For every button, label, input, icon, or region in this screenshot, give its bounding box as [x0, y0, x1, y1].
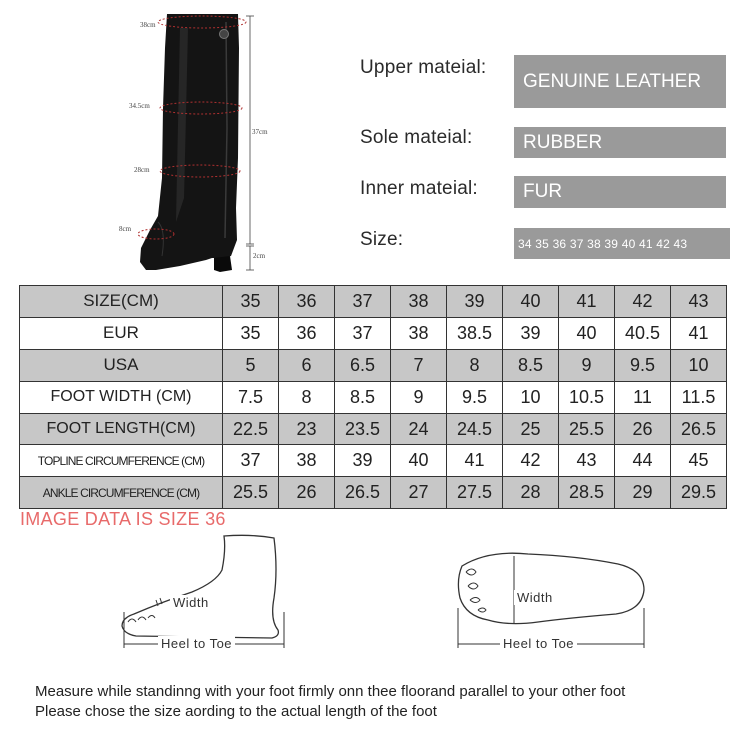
table-cell: 23.5	[335, 413, 391, 445]
table-row	[20, 286, 727, 318]
table-cell: 10	[671, 349, 727, 381]
ankle-label: 28cm	[134, 166, 150, 174]
table-cell: 7.5	[223, 381, 279, 413]
size-label: Size:	[360, 229, 404, 250]
table-cell: 36	[279, 286, 335, 318]
table-cell: 39	[503, 317, 559, 349]
table-cell: 44	[615, 445, 671, 477]
table-cell: 38	[391, 317, 447, 349]
table-cell: 42	[615, 286, 671, 318]
table-cell: 26	[615, 413, 671, 445]
inner-material-value: FUR	[514, 176, 726, 208]
table-cell: 8	[279, 381, 335, 413]
table-cell: 27	[391, 477, 447, 509]
sole-material-value: RUBBER	[514, 127, 726, 158]
table-cell: 9	[391, 381, 447, 413]
table-cell: 28	[503, 477, 559, 509]
boot-icon	[110, 8, 280, 280]
table-cell: 38.5	[447, 317, 503, 349]
table-cell: 38	[279, 445, 335, 477]
boot-illustration	[110, 8, 280, 280]
table-cell: 36	[279, 317, 335, 349]
table-cell: 35	[223, 317, 279, 349]
table-cell: 25.5	[559, 413, 615, 445]
foot-side-length-label: Heel to Toe	[158, 636, 235, 651]
table-cell: 41	[559, 286, 615, 318]
table-cell: 26	[279, 477, 335, 509]
table-cell: 35	[223, 286, 279, 318]
table-cell: 29.5	[671, 477, 727, 509]
top-circumference-label: 38cm	[140, 21, 156, 29]
table-cell: 6.5	[335, 349, 391, 381]
table-cell: 11	[615, 381, 671, 413]
size-chart-body	[20, 286, 727, 509]
table-cell: 45	[671, 445, 727, 477]
table-cell: 43	[671, 286, 727, 318]
table-cell: 26.5	[671, 413, 727, 445]
table-cell: 9.5	[447, 381, 503, 413]
inner-material-label: Inner mateial:	[360, 178, 478, 199]
image-data-note: IMAGE DATA IS SIZE 36	[20, 509, 226, 529]
table-cell: 37	[335, 317, 391, 349]
table-cell: 40	[391, 445, 447, 477]
table-cell: 42	[503, 445, 559, 477]
foot-side-diagram	[112, 530, 302, 662]
table-cell: 43	[559, 445, 615, 477]
table-cell: 28.5	[559, 477, 615, 509]
table-cell: 25.5	[223, 477, 279, 509]
table-cell: 26.5	[335, 477, 391, 509]
shaft-height-label: 37cm	[252, 128, 268, 136]
table-row	[20, 349, 727, 381]
table-cell: 39	[335, 445, 391, 477]
measurement-instructions	[35, 682, 625, 722]
foot-sole-diagram	[448, 548, 648, 658]
table-cell: 22.5	[223, 413, 279, 445]
table-cell: 25	[503, 413, 559, 445]
vamp-label: 8cm	[119, 225, 132, 233]
row-header: FOOT LENGTH(CM)	[20, 413, 223, 445]
table-cell: 8	[447, 349, 503, 381]
table-cell: 24.5	[447, 413, 503, 445]
table-cell: 5	[223, 349, 279, 381]
table-cell: 38	[391, 286, 447, 318]
table-cell: 37	[335, 286, 391, 318]
table-cell: 8.5	[335, 381, 391, 413]
instruction-line: Measure while standinng with your foot firmly onn thee floorand parallel to your other foot	[35, 683, 626, 700]
table-cell: 24	[391, 413, 447, 445]
row-header: ANKLE CIRCUMFERENCE (CM)	[20, 477, 223, 509]
table-cell: 9	[559, 349, 615, 381]
table-cell: 27.5	[447, 477, 503, 509]
upper-material-label: Upper mateial:	[360, 57, 487, 78]
table-cell: 23	[279, 413, 335, 445]
table-cell: 7	[391, 349, 447, 381]
available-sizes: 34 35 36 37 38 39 40 41 42 43	[514, 228, 730, 259]
table-cell: 9.5	[615, 349, 671, 381]
table-row	[20, 381, 727, 413]
foot-side-width-label: Width	[170, 595, 212, 610]
table-cell: 41	[671, 317, 727, 349]
instruction-line: Please chose the size aording to the actual length of the foot	[35, 703, 437, 720]
foot-sole-length-label: Heel to Toe	[500, 636, 577, 651]
table-row	[20, 477, 727, 509]
foot-sole-width-label: Width	[514, 590, 556, 605]
table-cell: 11.5	[671, 381, 727, 413]
table-row	[20, 413, 727, 445]
row-header: FOOT WIDTH (CM)	[20, 381, 223, 413]
row-header: TOPLINE CIRCUMFERENCE (CM)	[20, 445, 223, 477]
row-header: EUR	[20, 317, 223, 349]
sole-material-label: Sole mateial:	[360, 127, 473, 148]
upper-calf-label: 34.5cm	[129, 102, 150, 110]
size-chart-table	[19, 285, 727, 509]
table-cell: 41	[447, 445, 503, 477]
table-cell: 40	[503, 286, 559, 318]
table-cell: 37	[223, 445, 279, 477]
upper-material-value: GENUINE LEATHER	[514, 55, 726, 108]
heel-height-label: 2cm	[253, 252, 266, 260]
table-cell: 8.5	[503, 349, 559, 381]
table-cell: 40.5	[615, 317, 671, 349]
row-header: SIZE(CM)	[20, 286, 223, 318]
table-cell: 6	[279, 349, 335, 381]
table-cell: 39	[447, 286, 503, 318]
table-cell: 10.5	[559, 381, 615, 413]
table-cell: 40	[559, 317, 615, 349]
table-row	[20, 445, 727, 477]
table-row	[20, 317, 727, 349]
row-header: USA	[20, 349, 223, 381]
table-cell: 10	[503, 381, 559, 413]
table-cell: 29	[615, 477, 671, 509]
